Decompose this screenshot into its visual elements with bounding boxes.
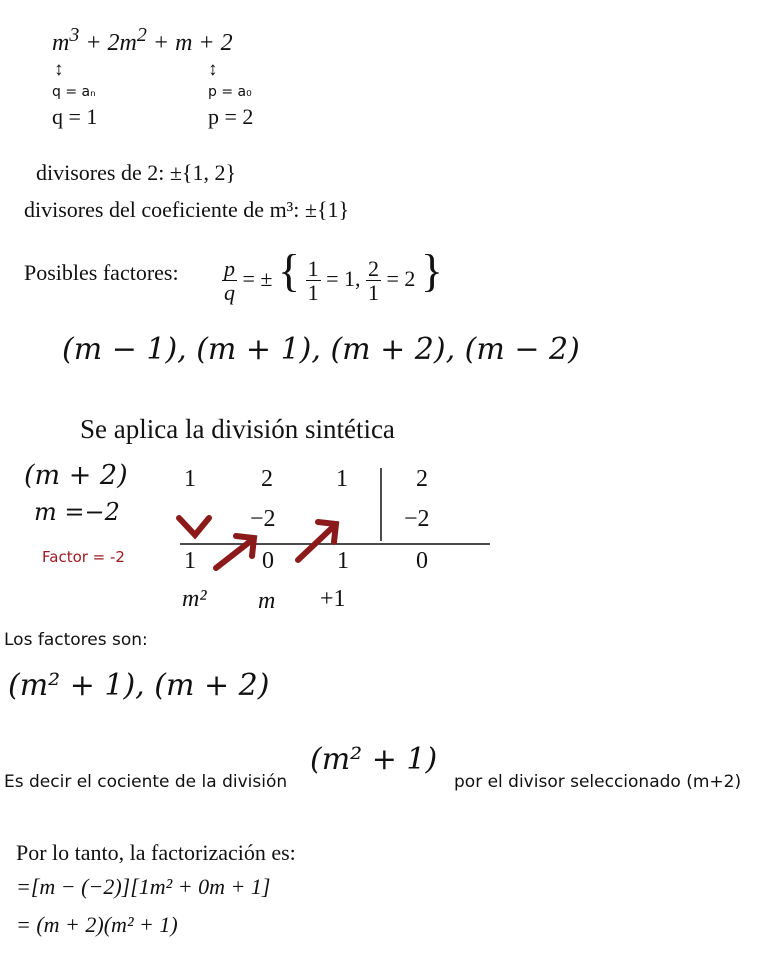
fraction-2-result: = 2 [386, 266, 416, 291]
row1-coef-3: 1 [336, 466, 348, 492]
p-value: p = 2 [208, 104, 254, 129]
synthetic-root: m =−2 [34, 498, 120, 526]
p-definition: p = a₀ [208, 84, 252, 100]
conclusion-line-1: =[m − (−2)][1m² + 0m + 1] [16, 874, 271, 899]
candidate-factors: (m − 1), (m + 1), (m + 2), (m − 2) [62, 332, 580, 367]
p-arrow-icon: ↕ [208, 59, 218, 80]
quotient-expression: (m² + 1) [310, 742, 438, 777]
term-m-squared: m² [182, 586, 207, 612]
multiply-arrow-2-icon [298, 522, 336, 560]
divisors-of-coefficient-label: divisores del coeficiente de m³: [24, 197, 300, 222]
q-definition: q = aₙ [52, 84, 96, 100]
divisors-of-coefficient-set: ±{1} [304, 197, 350, 222]
quotient-text-before: Es decir el cociente de la división [4, 772, 288, 792]
right-brace: } [420, 245, 444, 296]
quotient-text-after: por el divisor seleccionado (m+2) [454, 772, 742, 792]
row3-result-1: 1 [184, 548, 196, 574]
divisors-of-2-label: divisores de 2: [36, 160, 165, 185]
fraction-2-over-1: $\frac{2}{1}$ [368, 256, 379, 306]
row1-coef-4: 2 [416, 466, 428, 492]
fraction-1-over-1: $\frac{1}{1}$ [307, 256, 319, 306]
multiply-arrow-1-icon [216, 536, 254, 568]
left-brace: { [277, 245, 301, 296]
row1-coef-1: 1 [184, 466, 196, 492]
factor-label: Factor = -2 [42, 548, 125, 566]
term-plus-one: +1 [320, 586, 346, 612]
row3-result-2: 0 [262, 548, 274, 574]
conclusion-line-2: = (m + 2)(m² + 1) [16, 912, 178, 937]
possible-factors-label: Posibles factores: [24, 260, 179, 285]
row1-coef-2: 2 [261, 466, 273, 492]
row2-product-2: −2 [404, 506, 430, 532]
plus-minus: = ± [242, 266, 273, 291]
fraction-1-result: = 1, [326, 266, 361, 291]
q-arrow-icon: ↕ [54, 59, 64, 80]
p-over-q-fraction: $\frac{p}{q}$ [224, 256, 235, 306]
synthetic-factor-expression: (m + 2) [24, 460, 128, 491]
conclusion-title: Por lo tanto, la factorización es: [16, 840, 296, 865]
row2-product-1: −2 [250, 506, 276, 532]
divisors-of-2-set: ±{1, 2} [169, 160, 237, 185]
row3-remainder: 0 [416, 548, 428, 574]
synthetic-division-title: Se aplica la división sintética [80, 414, 395, 444]
polynomial-expression: $m^3 + 2m^2 + m + 2$ [52, 24, 233, 56]
bring-down-arrow-icon [179, 518, 209, 535]
factors-expression: (m² + 1), (m + 2) [8, 668, 270, 703]
row3-result-3: 1 [337, 548, 349, 574]
factors-label: Los factores son: [4, 630, 148, 650]
term-m: m [258, 588, 276, 614]
q-value: q = 1 [52, 104, 98, 129]
